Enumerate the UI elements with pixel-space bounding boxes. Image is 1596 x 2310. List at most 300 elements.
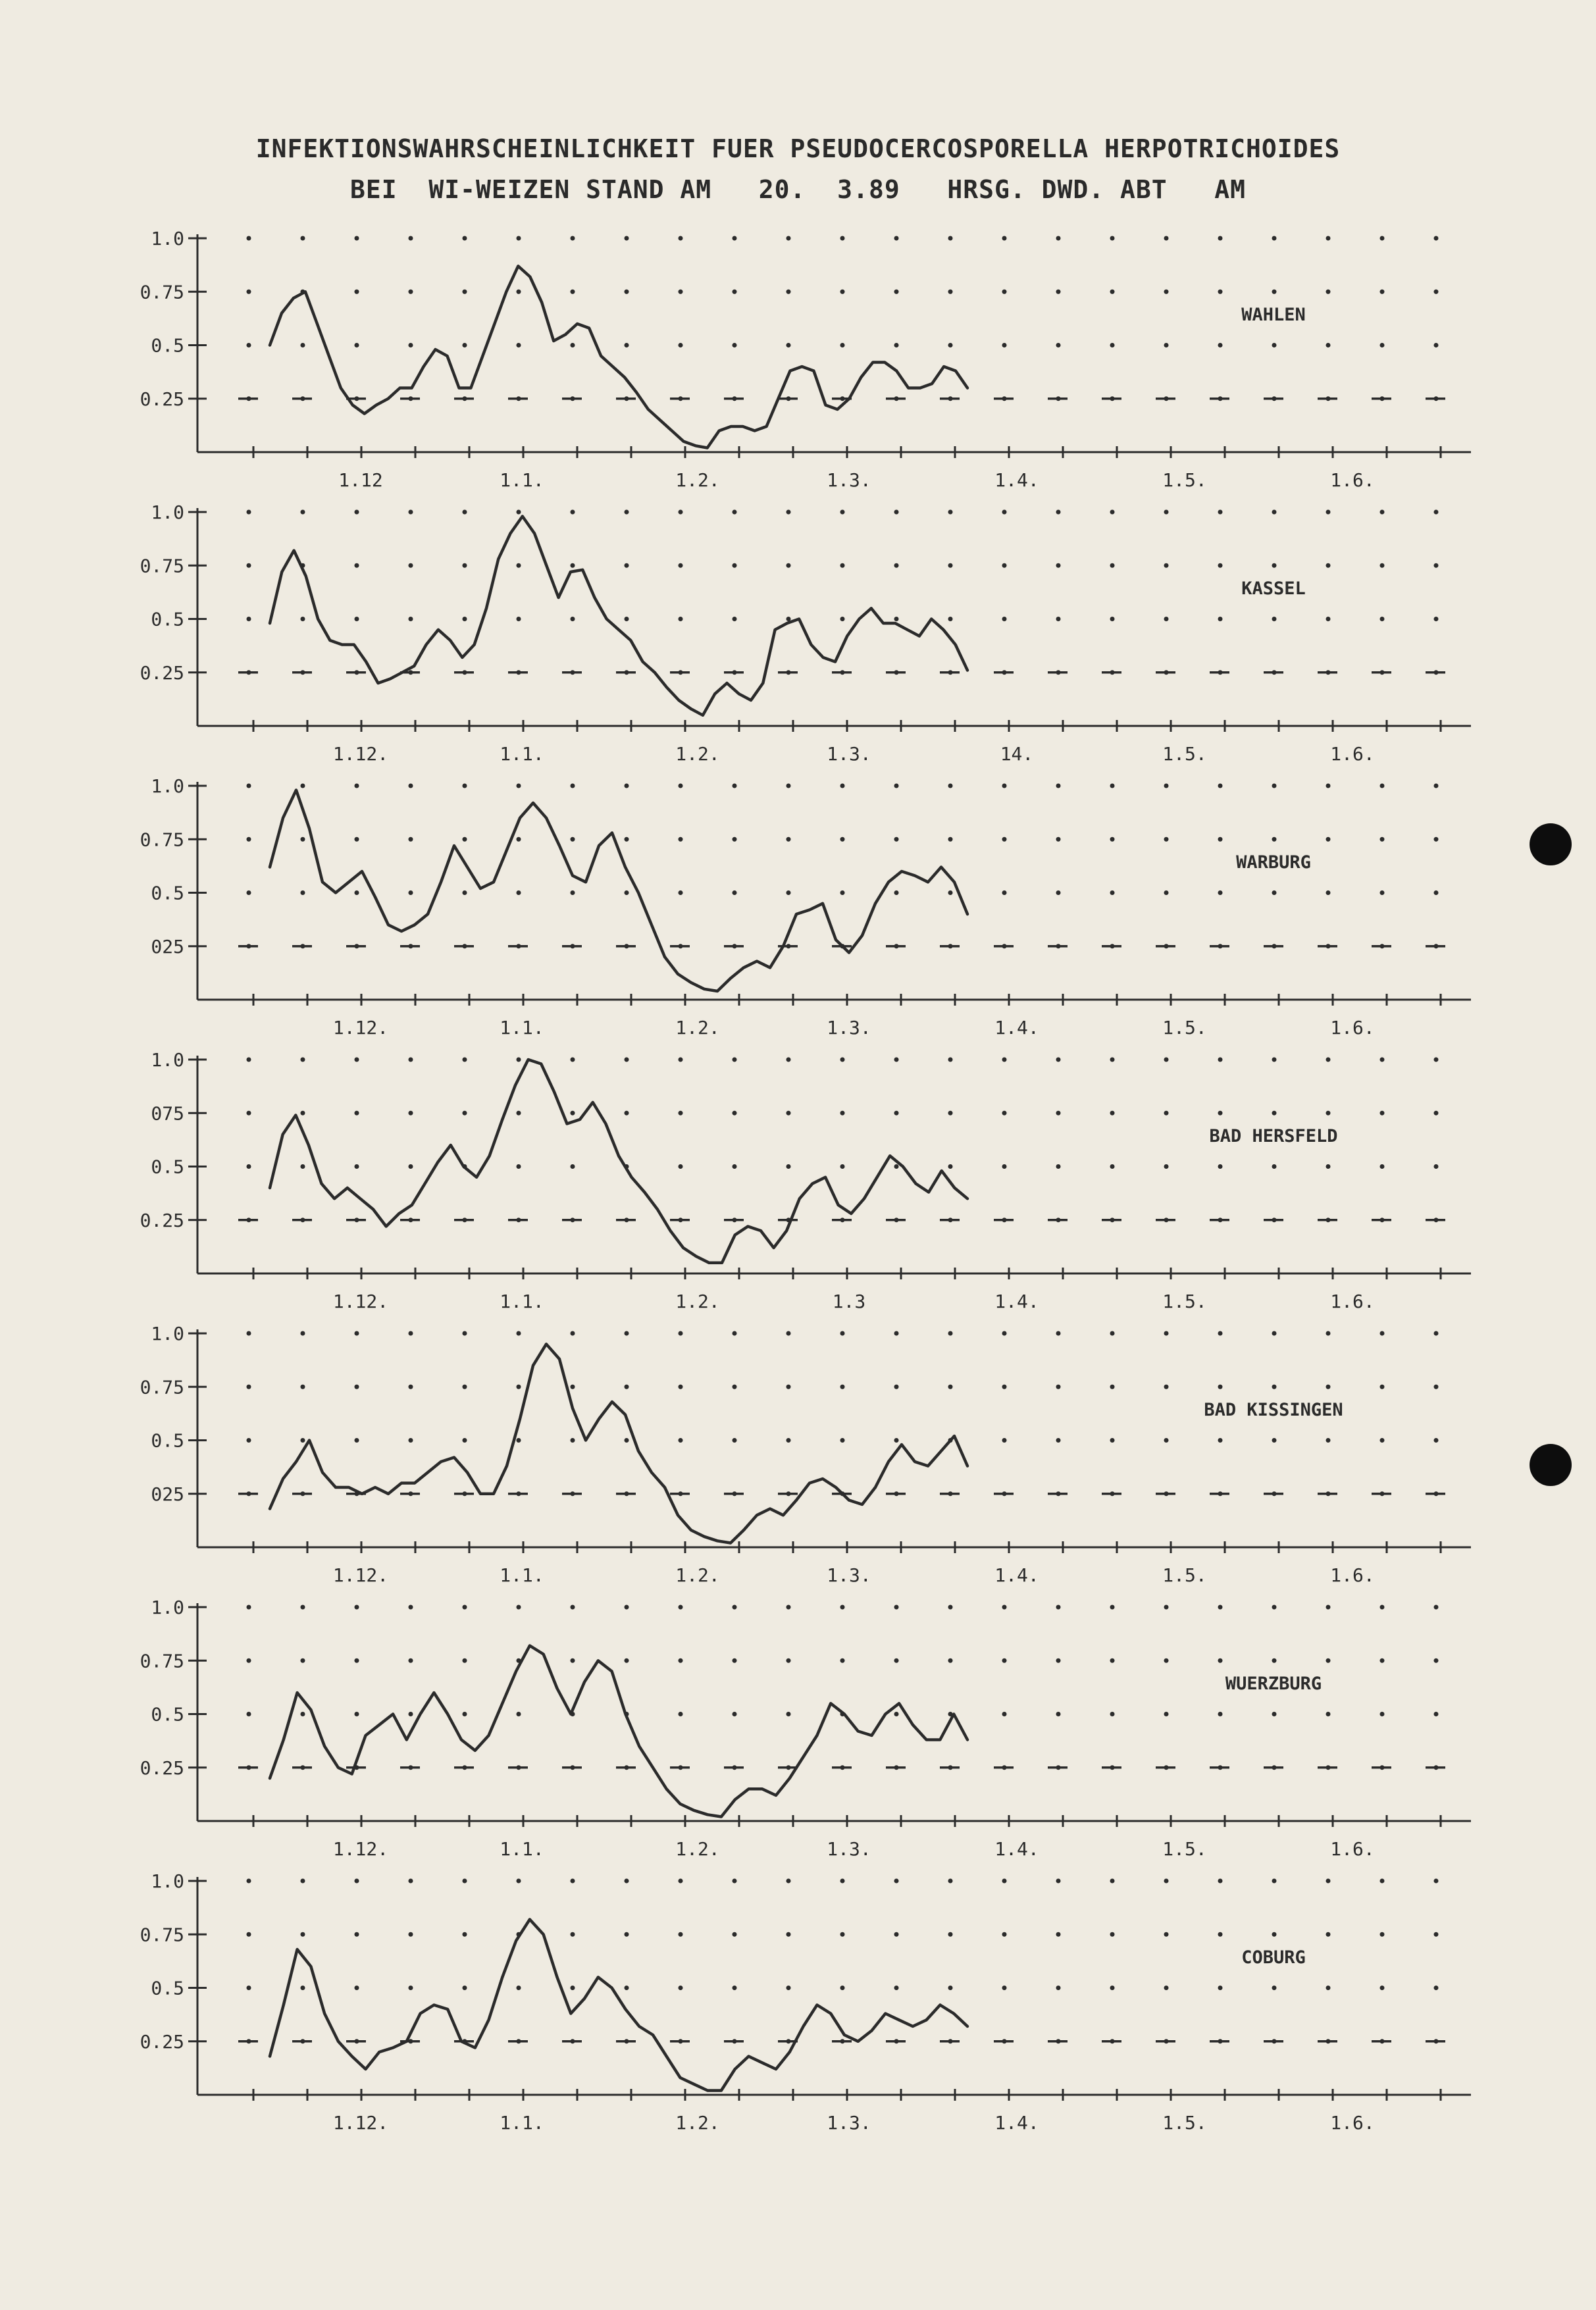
grid-dot [571,617,575,621]
grid-dot [355,1438,359,1443]
grid-dot [840,1164,845,1169]
x-tick-label: 1.12. [332,743,389,765]
grid-dot [679,1658,683,1663]
grid-dot [463,343,467,347]
grid-dot [1002,1879,1007,1884]
grid-dot [1434,290,1439,294]
grid-dot [948,837,953,842]
grid-dot [1110,236,1115,241]
grid-dot [1110,617,1115,621]
grid-dot [786,1605,791,1610]
grid-dot [1056,890,1061,895]
grid-dot [301,1331,305,1336]
grid-dot [1110,1331,1115,1336]
grid-dot [1002,784,1007,788]
grid-dot [1380,1058,1385,1062]
grid-dot [409,1658,413,1663]
grid-dot [1326,617,1331,621]
y-tick-label: 0.5 [151,1703,184,1726]
grid-dot [733,1111,737,1116]
grid-dot [571,1438,575,1443]
grid-dot [355,1879,359,1884]
grid-dot [409,290,413,294]
grid-dot [948,1111,953,1116]
grid-dot [1380,563,1385,568]
station-label: KASSEL [1241,578,1306,599]
grid-dot [571,1331,575,1336]
grid-dot [786,563,791,568]
grid-dot [840,290,845,294]
y-tick-label: 0.5 [151,1429,184,1452]
grid-dot [1380,1438,1385,1443]
grid-dot [409,1986,413,1990]
grid-dot [948,510,953,515]
grid-dot [894,1111,899,1116]
grid-dot [894,617,899,621]
grid-dot [1110,1658,1115,1663]
y-tick-label: 025 [151,1483,184,1505]
grid-dot [840,1058,845,1062]
x-tick-label: 1.6. [1330,1017,1375,1039]
grid-dot [571,1058,575,1062]
x-tick-label: 1.4. [994,1838,1039,1860]
grid-dot [355,563,359,568]
grid-dot [786,510,791,515]
x-tick-label: 1.1. [500,743,544,765]
grid-dot [247,1986,251,1990]
grid-dot [625,1658,629,1663]
grid-dot [1110,1605,1115,1610]
chart-panel-6 [140,1597,1471,1860]
grid-dot [1218,1438,1223,1443]
x-tick-label: 1.1. [500,469,544,491]
grid-dot [894,1605,899,1610]
grid-dot [517,1164,521,1169]
grid-dot [517,1986,521,1990]
grid-dot [517,890,521,895]
grid-dot [1326,890,1331,895]
grid-dot [679,236,683,241]
grid-dot [409,1164,413,1169]
grid-dot [894,1058,899,1062]
grid-dot [733,1658,737,1663]
grid-dot [1326,290,1331,294]
grid-dot [463,290,467,294]
grid-dot [1002,1438,1007,1443]
x-tick-label: 1.4. [994,1017,1039,1039]
station-label: COBURG [1241,1947,1306,1968]
x-tick-label: 1.3. [827,469,871,491]
grid-dot [625,1986,629,1990]
grid-dot [948,890,953,895]
grid-dot [1434,1932,1439,1937]
grid-dot [571,1605,575,1610]
grid-dot [625,837,629,842]
grid-dot [409,343,413,347]
x-tick-label: 1.2. [675,2112,720,2134]
grid-dot [1380,890,1385,895]
grid-dot [786,1438,791,1443]
grid-dot [1056,1658,1061,1663]
grid-dot [733,510,737,515]
grid-dot [1164,1879,1169,1884]
grid-dot [679,1058,683,1062]
grid-dot [409,1331,413,1336]
grid-dot [1110,563,1115,568]
station-label: WUERZBURG [1225,1674,1322,1694]
grid-dot [409,1111,413,1116]
grid-dot [733,1438,737,1443]
grid-dot [1056,1605,1061,1610]
grid-dot [301,1879,305,1884]
grid-dot [1056,784,1061,788]
grid-dot [1218,617,1223,621]
chart-panel-3 [140,775,1471,1039]
grid-dot [247,1605,251,1610]
y-tick-label: 0.75 [140,555,184,577]
grid-dot [840,236,845,241]
grid-dot [1164,1658,1169,1663]
x-tick-label: 1.1. [500,1564,544,1586]
grid-dot [679,1605,683,1610]
grid-dot [355,1058,359,1062]
grid-dot [1164,1385,1169,1389]
x-tick-label: 1.12. [332,1017,389,1039]
grid-dot [1326,1164,1331,1169]
grid-dot [733,236,737,241]
grid-dot [1002,1986,1007,1990]
x-tick-label: 1.3 [832,1291,866,1312]
grid-dot [1326,510,1331,515]
grid-dot [894,1331,899,1336]
y-tick-label: 075 [151,1102,184,1125]
grid-dot [247,1164,251,1169]
grid-dot [1164,784,1169,788]
grid-dot [1326,1986,1331,1990]
grid-dot [355,784,359,788]
x-tick-label: 1.6. [1330,469,1375,491]
grid-dot [679,1712,683,1716]
grid-dot [786,1331,791,1336]
grid-dot [247,1932,251,1937]
grid-dot [1218,343,1223,347]
x-tick-label: 1.5. [1162,2112,1207,2134]
grid-dot [840,617,845,621]
y-tick-label: 0.75 [140,281,184,303]
grid-dot [1272,784,1277,788]
grid-dot [463,784,467,788]
grid-dot [948,1658,953,1663]
grid-dot [1056,617,1061,621]
grid-dot [409,1932,413,1937]
x-tick-label: 1.3. [827,1017,871,1039]
grid-dot [1164,1712,1169,1716]
grid-dot [1434,1331,1439,1336]
grid-dot [1056,1712,1061,1716]
grid-dot [840,563,845,568]
grid-dot [1110,890,1115,895]
grid-dot [1164,1438,1169,1443]
grid-dot [1002,837,1007,842]
grid-dot [301,510,305,515]
grid-dot [894,890,899,895]
grid-dot [1002,1385,1007,1389]
grid-dot [679,1385,683,1389]
grid-dot [840,1111,845,1116]
grid-dot [679,784,683,788]
y-tick-label: 0.75 [140,1376,184,1399]
grid-dot [1164,563,1169,568]
grid-dot [463,1605,467,1610]
grid-dot [1380,617,1385,621]
grid-dot [786,1111,791,1116]
grid-dot [625,1879,629,1884]
grid-dot [1272,1658,1277,1663]
grid-dot [571,837,575,842]
grid-dot [948,290,953,294]
grid-dot [463,1712,467,1716]
grid-dot [1326,1111,1331,1116]
series-line [270,1060,967,1263]
grid-dot [247,1058,251,1062]
y-tick-label: 0.75 [140,1650,184,1672]
x-tick-label: 1.12. [332,2112,389,2134]
grid-dot [1434,563,1439,568]
grid-dot [948,1164,953,1169]
grid-dot [1326,1658,1331,1663]
grid-dot [301,617,305,621]
grid-dot [409,236,413,241]
grid-dot [1056,1932,1061,1937]
grid-dot [733,1331,737,1336]
grid-dot [679,1111,683,1116]
grid-dot [733,1058,737,1062]
chart-panel-4 [140,1049,1471,1312]
x-tick-label: 1.4. [994,469,1039,491]
grid-dot [517,1605,521,1610]
grid-dot [1218,236,1223,241]
grid-dot [301,1385,305,1389]
grid-dot [1272,290,1277,294]
grid-dot [463,1111,467,1116]
grid-dot [733,1605,737,1610]
grid-dot [301,1658,305,1663]
grid-dot [463,1932,467,1937]
grid-dot [517,236,521,241]
grid-dot [1110,1932,1115,1937]
title-line-1: INFEKTIONSWAHRSCHEINLICHKEIT FUER PSEUDOCERCOSPORELLA HERPOTRICHOIDES [255,134,1341,163]
grid-dot [1326,837,1331,842]
grid-dot [1056,1058,1061,1062]
grid-dot [1434,1605,1439,1610]
grid-dot [733,1385,737,1389]
grid-dot [517,343,521,347]
grid-dot [1110,290,1115,294]
x-tick-label: 1.6. [1330,2112,1375,2134]
grid-dot [894,510,899,515]
grid-dot [1380,510,1385,515]
grid-dot [247,343,251,347]
grid-dot [1218,1879,1223,1884]
grid-dot [1326,1331,1331,1336]
grid-dot [1272,617,1277,621]
grid-dot [625,784,629,788]
x-tick-label: 1.12. [332,1564,389,1586]
grid-dot [1272,1111,1277,1116]
y-tick-label: 0.25 [140,2030,184,2053]
grid-dot [894,784,899,788]
series-line [270,1344,967,1543]
grid-dot [517,1438,521,1443]
grid-dot [733,1986,737,1990]
grid-dot [463,1331,467,1336]
grid-dot [1380,784,1385,788]
grid-dot [247,837,251,842]
grid-dot [733,1879,737,1884]
grid-dot [1002,1605,1007,1610]
grid-dot [894,563,899,568]
grid-dot [301,1111,305,1116]
grid-dot [948,1932,953,1937]
grid-dot [1002,890,1007,895]
y-tick-label: 0.5 [151,334,184,357]
grid-dot [625,343,629,347]
grid-dot [463,1658,467,1663]
x-tick-label: 1.5. [1162,469,1207,491]
grid-dot [1218,1932,1223,1937]
grid-dot [1056,1111,1061,1116]
grid-dot [571,1658,575,1663]
grid-dot [786,1058,791,1062]
grid-dot [1434,890,1439,895]
grid-dot [1380,1986,1385,1990]
y-tick-label: 1.0 [151,501,184,523]
grid-dot [1218,1164,1223,1169]
grid-dot [733,290,737,294]
grid-dot [1272,1438,1277,1443]
grid-dot [1380,1879,1385,1884]
grid-dot [1110,784,1115,788]
grid-dot [1326,1879,1331,1884]
x-tick-label: 1.5. [1162,1564,1207,1586]
grid-dot [625,1385,629,1389]
grid-dot [840,1658,845,1663]
x-tick-label: 1.1. [500,1838,544,1860]
grid-dot [517,563,521,568]
grid-dot [571,784,575,788]
grid-dot [1326,1438,1331,1443]
grid-dot [355,1932,359,1937]
grid-dot [463,1986,467,1990]
grid-dot [1218,1331,1223,1336]
grid-dot [517,1879,521,1884]
grid-dot [625,1331,629,1336]
grid-dot [840,1331,845,1336]
grid-dot [571,236,575,241]
grid-dot [948,1385,953,1389]
grid-dot [409,563,413,568]
y-tick-label: 1.0 [151,1870,184,1892]
grid-dot [1110,1385,1115,1389]
grid-dot [463,617,467,621]
grid-dot [463,1058,467,1062]
grid-dot [1326,236,1331,241]
x-tick-label: 1.6. [1330,1838,1375,1860]
grid-dot [1434,1986,1439,1990]
grid-dot [355,1986,359,1990]
chart-panel-2 [140,501,1471,765]
grid-dot [1380,290,1385,294]
x-tick-label: 1.2. [675,743,720,765]
grid-dot [786,1385,791,1389]
grid-dot [1272,563,1277,568]
grid-dot [1218,563,1223,568]
grid-dot [679,1986,683,1990]
grid-dot [355,1111,359,1116]
x-tick-label: 1.1. [500,2112,544,2134]
grid-dot [517,290,521,294]
station-label: WAHLEN [1241,305,1306,325]
x-tick-label: 1.2. [675,1564,720,1586]
grid-dot [301,1605,305,1610]
grid-dot [1434,1712,1439,1716]
grid-dot [786,784,791,788]
grid-dot [948,343,953,347]
grid-dot [733,1932,737,1937]
grid-dot [517,837,521,842]
grid-dot [571,890,575,895]
grid-dot [786,1164,791,1169]
grid-dot [409,1058,413,1062]
y-tick-label: 1.0 [151,1323,184,1345]
grid-dot [894,1385,899,1389]
grid-dot [355,1331,359,1336]
x-tick-label: 1.5. [1162,1017,1207,1039]
grid-dot [409,1438,413,1443]
grid-dot [1272,510,1277,515]
grid-dot [1272,890,1277,895]
grid-dot [625,1605,629,1610]
x-tick-label: 1.5. [1162,743,1207,765]
grid-dot [1164,343,1169,347]
grid-dot [1272,343,1277,347]
grid-dot [1002,343,1007,347]
grid-dot [1272,236,1277,241]
grid-dot [1218,1111,1223,1116]
x-tick-label: 1.6. [1330,743,1375,765]
grid-dot [355,1712,359,1716]
grid-dot [1056,563,1061,568]
grid-dot [1434,1058,1439,1062]
grid-dot [1326,1605,1331,1610]
station-label: WARBURG [1236,852,1311,873]
grid-dot [247,290,251,294]
grid-dot [571,1385,575,1389]
grid-dot [1002,1058,1007,1062]
grid-dot [1218,510,1223,515]
grid-dot [247,890,251,895]
grid-dot [1218,890,1223,895]
grid-dot [1434,510,1439,515]
grid-dot [355,236,359,241]
grid-dot [1110,837,1115,842]
grid-dot [1380,1658,1385,1663]
grid-dot [517,617,521,621]
grid-dot [679,1932,683,1937]
grid-dot [1380,1385,1385,1389]
chart-panel-7 [140,1870,1471,2134]
x-tick-label: 1.2. [675,1291,720,1312]
